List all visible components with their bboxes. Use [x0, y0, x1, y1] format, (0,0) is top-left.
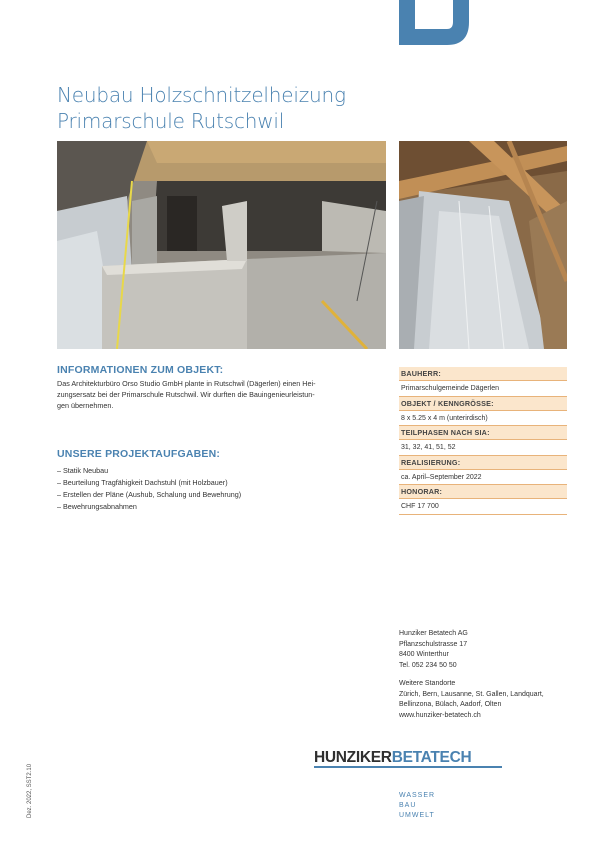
- fact-label-teilphasen: TEILPHASEN NACH SIA:: [399, 426, 567, 440]
- company-name: Hunziker Betatech AG: [399, 630, 468, 637]
- fact-label-objekt: OBJEKT / KENNGRÖSSE:: [399, 397, 567, 411]
- fact-label-realisierung: REALISIERUNG:: [399, 456, 567, 470]
- tasks-heading: UNSERE PROJEKTAUFGABEN:: [57, 448, 221, 460]
- logo-mark-icon: [399, 0, 469, 45]
- info-line: gen übernehmen.: [57, 401, 114, 410]
- company-phone: Tel. 052 234 50 50: [399, 661, 457, 669]
- company-city: 8400 Winterthur: [399, 651, 449, 658]
- claim-environment: UMWELT: [399, 812, 435, 819]
- fact-value-honorar: CHF 17 700: [399, 499, 567, 515]
- company-address: [399, 629, 569, 671]
- brand-part-1: HUNZIKER: [314, 749, 392, 766]
- claim-construction: BAU: [399, 802, 417, 809]
- task-list: [57, 465, 241, 513]
- list-item: – Statik Neubau: [57, 466, 109, 475]
- project-facts-table: [399, 367, 567, 515]
- fact-label-bauherr: BAUHERR:: [399, 367, 567, 381]
- locations-line: Bellinzona, Bülach, Aadorf, Olten: [399, 701, 502, 708]
- brand-logo: [314, 749, 471, 767]
- fact-label-honorar: HONORAR:: [399, 485, 567, 499]
- roof-structure-photo: [399, 141, 567, 349]
- fact-value-objekt: 8 x 5.25 x 4 m (unterirdisch): [399, 411, 567, 427]
- brand-part-2: BETATECH: [391, 749, 472, 766]
- company-website[interactable]: www.hunziker-betatech.ch: [399, 711, 481, 719]
- page-title: [57, 82, 387, 134]
- info-heading: INFORMATIONEN ZUM OBJEKT:: [57, 364, 224, 376]
- info-line: Das Architekturbüro Orso Studio GmbH plante in Rutschwil (Dägerlen) einen Hei-: [57, 379, 316, 388]
- title-line-2: Primarschule Rutschwil: [57, 109, 285, 133]
- locations-heading: Weitere Standorte: [399, 680, 456, 687]
- list-item: – Erstellen der Pläne (Aushub, Schalung und Bewehrung): [57, 490, 242, 499]
- brand-claims: [399, 791, 435, 821]
- fact-value-realisierung: ca. April–September 2022: [399, 470, 567, 486]
- info-line: zungsersatz bei der Primarschule Rutschwil. Wir durften die Bauingenieurleistun-: [57, 390, 315, 399]
- company-street: Pflanzschulstrasse 17: [399, 640, 468, 648]
- company-locations: [399, 679, 569, 721]
- locations-line: Zürich, Bern, Lausanne, St. Gallen, Landquart,: [399, 690, 544, 698]
- info-text: [57, 378, 387, 411]
- title-line-1: Neubau Holzschnitzelheizung: [57, 83, 346, 107]
- fact-value-bauherr: Primarschulgemeinde Dägerlen: [399, 381, 567, 397]
- document-code: Dez. 2022, SST2.10: [27, 763, 33, 818]
- list-item: – Bewehrungsabnahmen: [57, 502, 137, 511]
- brand-underline: [314, 766, 502, 768]
- fact-value-teilphasen: 31, 32, 41, 51, 52: [399, 440, 567, 456]
- claim-water: WASSER: [399, 792, 436, 799]
- construction-pit-photo: [57, 141, 386, 349]
- list-item: – Beurteilung Tragfähigkeit Dachstuhl (mit Holzbauer): [57, 478, 228, 487]
